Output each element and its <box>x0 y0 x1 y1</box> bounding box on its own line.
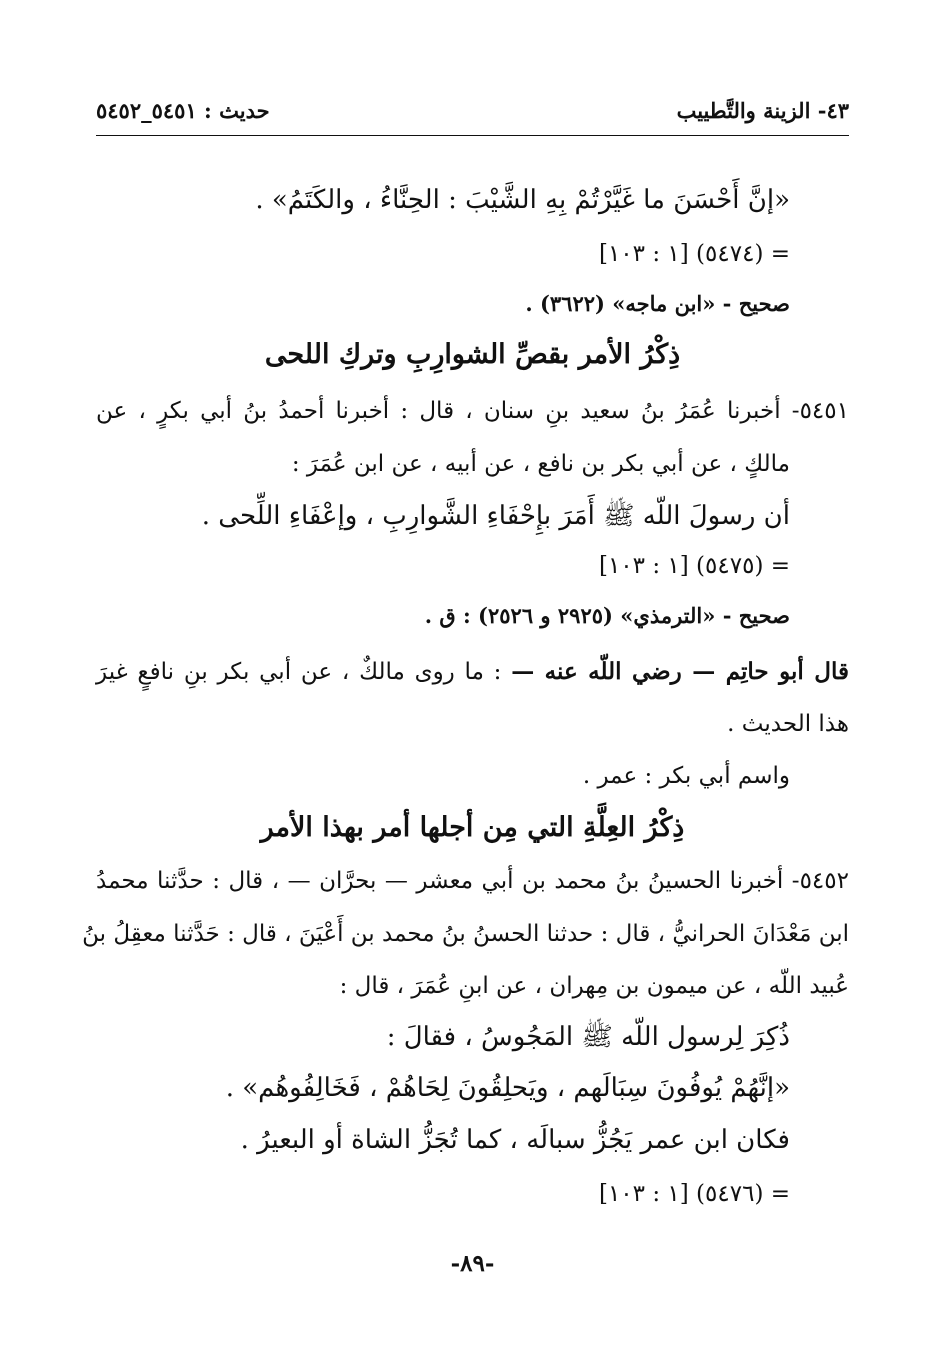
isnad-line: عُبيد اللّه ، عن ميمون بن مِهران ، عن ابنِ عُمَرَ ، قال : <box>339 973 849 999</box>
comment-text: : ما روى مالكٌ ، عن أبي بكر بنِ نافعٍ غيرَ <box>96 659 512 685</box>
section-heading: ذِكْرُ الأمر بقصِّ الشوارِبِ وتركِ اللحى <box>264 339 681 370</box>
hadith-text-line: «إنَّ أَحْسَنَ ما غَيَّرْتُمْ بِهِ الشَّيْبَ : الحِنَّاءُ ، والكَتَمُ» . <box>255 185 790 215</box>
comment-line: واسم أبي بكر : عمر . <box>582 763 790 789</box>
hadith-text-line: أن رسولَ اللّه ﷺ أَمَرَ بإِحْفَاءِ الشَّوارِبِ ، وإعْفَاءِ اللِّحى . <box>201 501 790 531</box>
isnad-line: ٥٤٥١- أخبرنا عُمَرُ بنُ سعيد بنِ سنان ، قال : أخبرنا أحمدُ بنُ أبي بكرٍ ، عن <box>96 398 849 424</box>
page-number: -٨٩- <box>450 1250 495 1277</box>
grading-line: صحيح - «ابن ماجه» (٣٦٢٢) . <box>525 291 790 316</box>
grading-line: صحيح - «الترمذي» (٢٩٢٥ و ٢٥٢٦) : ق . <box>424 603 790 628</box>
comment-line <box>96 660 849 684</box>
reference-line: = (٥٤٧٥) [١ : ١٠٣] <box>598 553 790 579</box>
section-heading: ذِكْرُ العِلَّةِ التي مِن أجلها أمر بهذا الأمر <box>260 812 685 843</box>
isnad-line: ابن مَعْدَانَ الحرانيُّ ، قال : حدثنا الحسنُ بنُ محمد بن أَعْيَنَ ، قال : حَدَّثنا معقِلُ بنُ <box>82 921 849 947</box>
chapter-title: ٤٣- الزينة والتَّطييب <box>676 98 849 123</box>
comment-speaker: قال أبو حاتِم — رضي اللّه عنه — <box>511 658 849 685</box>
comment-line: هذا الحديث . <box>727 711 849 737</box>
isnad-line: ٥٤٥٢- أخبرنا الحسينُ بنُ محمد بن أبي معشر — بحرَّان — ، قال : حدَّثنا محمدُ <box>96 868 849 894</box>
hadith-text-line: «إنَّهُمْ يُوفُونَ سِبَالَهم ، ويَحلِقُونَ لِحَاهُمْ ، فَخَالِفُوهُم» . <box>225 1073 790 1103</box>
hadith-text-line: فكان ابن عمر يَجُزُّ سبالَه ، كما تُجَزُّ الشاة أو البعيرُ . <box>240 1125 790 1155</box>
reference-line: = (٥٤٧٦) [١ : ١٠٣] <box>598 1181 790 1207</box>
hadith-range: حديث : ٥٤٥١_٥٤٥٢ <box>96 98 270 123</box>
isnad-line: مالكٍ ، عن أبي بكر بن نافع ، عن أبيه ، عن ابن عُمَرَ : <box>291 451 790 477</box>
reference-line: = (٥٤٧٤) [١ : ١٠٣] <box>598 241 790 267</box>
hadith-text-line: ذُكِرَ لِرسول اللّه ﷺ المَجُوسُ ، فقالَ : <box>386 1022 790 1052</box>
header-rule <box>96 135 849 136</box>
